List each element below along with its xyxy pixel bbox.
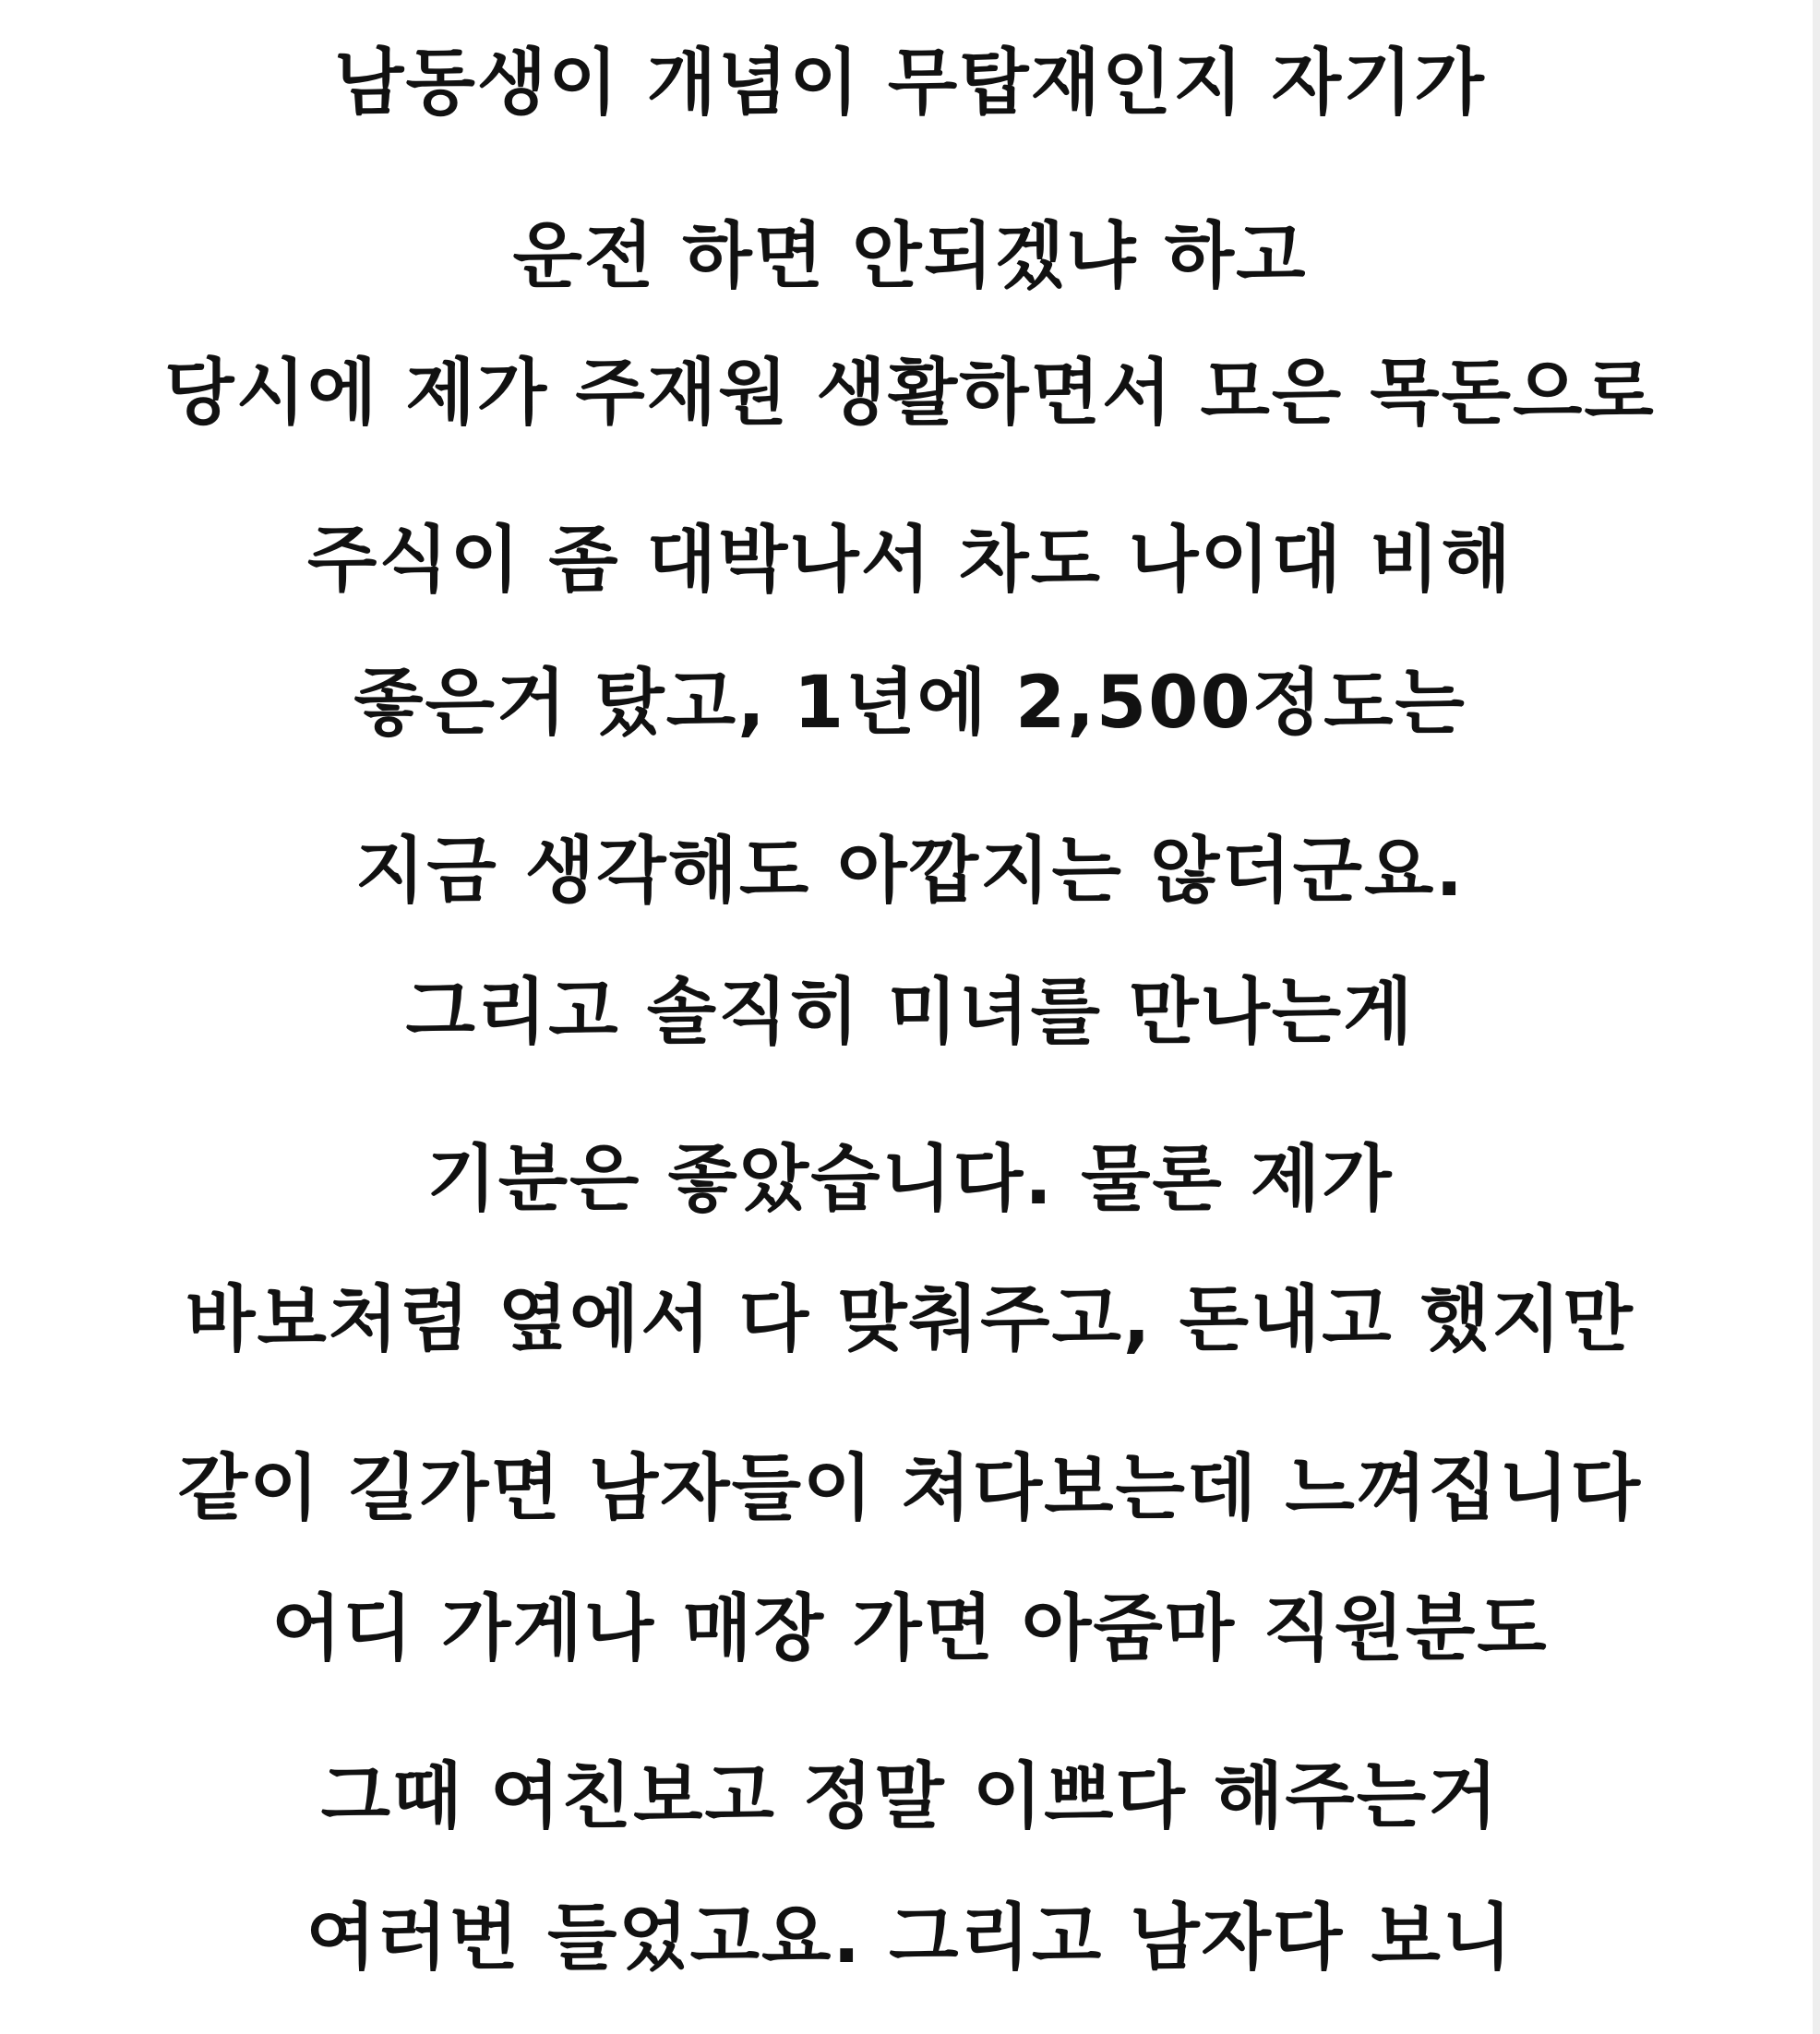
text-line: 그때 여친보고 정말 이쁘다 해주는거	[320, 1755, 1500, 1838]
text-line: 지금 생각해도 아깝지는 않더군요.	[355, 830, 1465, 913]
text-line: 그리고 솔직히 미녀를 만나는게	[405, 971, 1415, 1054]
text-line: 어디 가게나 매장 가면 아줌마 직원분도	[271, 1587, 1549, 1670]
text-line: 같이 길가면 남자들이 쳐다보는데 느껴집니다	[177, 1447, 1643, 1530]
text-line: 좋은거 탔고, 1년에 2,500정도는	[353, 662, 1467, 745]
text-line: 바보처럼 옆에서 다 맞춰주고, 돈내고 했지만	[186, 1278, 1634, 1361]
text-line: 당시에 제가 주재원 생활하면서 모은 목돈으로	[164, 352, 1656, 435]
text-line: 운전 하면 안되겠냐 하고	[512, 215, 1308, 298]
text-line: 기분은 좋았습니다. 물론 제가	[426, 1138, 1394, 1221]
scrollbar-track	[1813, 0, 1820, 2034]
text-line: 주식이 좀 대박나서 차도 나이대 비해	[307, 519, 1513, 602]
text-line: 여러번 들었고요. 그리고 남자다 보니	[305, 1896, 1515, 1980]
text-line: 남동생이 개념이 무탑재인지 자기가	[334, 42, 1486, 125]
